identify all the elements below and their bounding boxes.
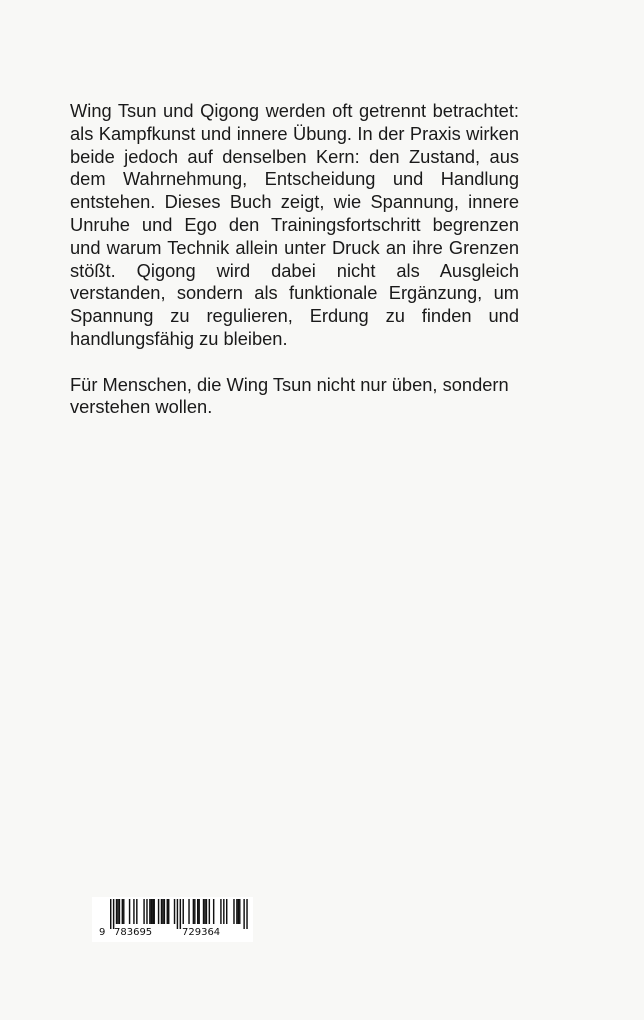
barcode-bar (226, 899, 227, 924)
barcode-bar (246, 899, 247, 929)
barcode-bar (194, 899, 195, 924)
barcode-digits-right: 729364 (182, 927, 221, 938)
barcode-bar (193, 899, 194, 924)
barcode-bar (110, 899, 111, 929)
barcode-graphic (92, 897, 253, 942)
barcode-bar (198, 899, 199, 924)
barcode-bar (233, 899, 234, 924)
barcode-bar (183, 899, 184, 924)
barcode-bar (238, 899, 239, 924)
barcode-bar (177, 899, 178, 929)
barcode-bars (110, 899, 248, 929)
barcode-bar (206, 899, 207, 924)
blurb-paragraph-2: Für Menschen, die Wing Tsun nicht nur üben, sondern verstehen wollen. (70, 373, 509, 418)
barcode-bar (117, 899, 118, 924)
barcode-bar (209, 899, 210, 924)
barcode-bar (154, 899, 155, 924)
barcode-digits-left: 783695 (114, 927, 153, 938)
barcode-bar (174, 899, 175, 924)
barcode-bar (161, 899, 162, 924)
barcode-bar (167, 899, 168, 924)
barcode-bar (143, 899, 144, 924)
barcode-bar (151, 899, 152, 924)
barcode-bar (122, 899, 123, 924)
barcode-bar (158, 899, 159, 924)
barcode-bar (129, 899, 130, 924)
blurb-paragraph-1: Wing Tsun und Qigong werden oft getrennt betrachtet: als Kampfkunst und innere Übung. In der Praxis wirken beide jedoch auf denselben Kern: den Zustand, aus dem Wahrnehmung, Entscheidung und Handlung entstehen. Dieses Buch zeigt, wie Spannung, innere Unruhe und Ego den Trainingsfortschritt begrenzen und warum Technik allein unter Druck an ihre Grenzen stößt. Qigong wird dabei nicht als Ausgleich verstanden, sondern als funktionale Ergänzung, um Spannung zu regulieren, Erdung zu finden und handlungsfähig zu bleiben. (70, 100, 519, 349)
barcode-bar (168, 899, 169, 924)
isbn-barcode (92, 897, 253, 942)
barcode-bar (113, 899, 114, 929)
barcode-bar (203, 899, 204, 924)
barcode-bar (188, 899, 189, 924)
barcode-bar (223, 899, 224, 924)
barcode-bar (149, 899, 150, 924)
barcode-bar (243, 899, 244, 929)
barcode-bar (133, 899, 134, 924)
barcode-bar (164, 899, 165, 924)
barcode-bar (197, 899, 198, 924)
barcode-bar (239, 899, 240, 924)
barcode-bar (119, 899, 120, 924)
barcode-bar (220, 899, 221, 924)
barcode-bar (236, 899, 237, 924)
barcode-bar (146, 899, 147, 924)
barcode-bar (116, 899, 117, 924)
barcode-bar (180, 899, 181, 929)
barcode-lead-digit: 9 (99, 927, 106, 938)
barcode-bar (123, 899, 124, 924)
back-cover-blurb (70, 100, 519, 419)
barcode-bar (152, 899, 153, 924)
barcode-bar (136, 899, 137, 924)
barcode-bar (162, 899, 163, 924)
barcode-bar (213, 899, 214, 924)
barcode-bar (204, 899, 205, 924)
